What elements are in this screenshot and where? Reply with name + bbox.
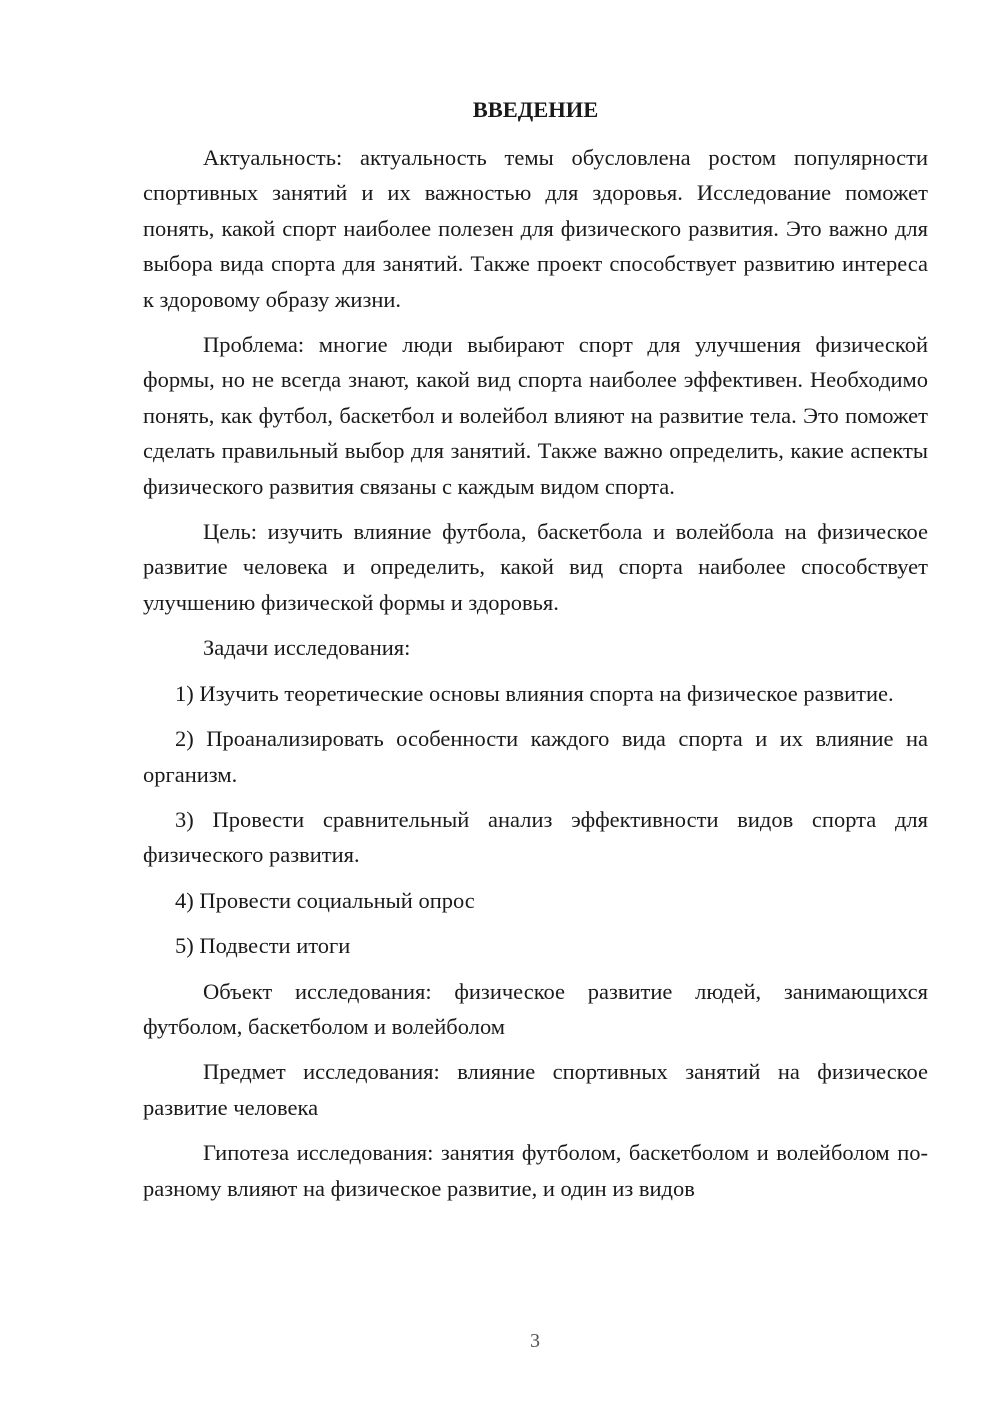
task-item-4: 4) Провести социальный опрос [175,887,475,913]
paragraph-tasks-heading: Задачи исследования: [203,635,411,661]
task-item-5: 5) Подвести итоги [175,933,351,959]
paragraph-subject: Предмет исследования: влияние спортивных занятий на физическое развитие человека [143,1059,928,1120]
task-item-1: 1) Изучить теоретические основы влияния спорта на физическое развитие. [175,680,894,706]
paragraph-hypothesis: Гипотеза исследования: занятия футболом, баскетболом и волейболом по-разному влияют на физическое развитие, и один из видов [143,1140,928,1201]
paragraph-relevance: Актуальность: актуальность темы обусловлена ростом популярности спортивных занятий и их важностью для здоровья. Исследование поможет понять, какой спорт наиболее полезен для физического развития. Это важно для выбора вида спорта для занятий. Также проект способствует развитию интереса к здоровому образу жизни. [143,145,928,312]
page-number: 3 [530,1330,540,1352]
paragraph-problem: Проблема: многие люди выбирают спорт для улучшения физической формы, но не всегда знают, какой вид спорта наиболее эффективен. Необходимо понять, как футбол, баскетбол и волейбол влияют на развитие тела. Это поможет сделать правильный выбор для занятий. Также важно определить, какие аспекты физического развития связаны с каждым видом спорта. [143,332,928,499]
section-title: ВВЕДЕНИЕ [472,97,599,122]
paragraph-goal: Цель: изучить влияние футбола, баскетбола и волейбола на физическое развитие человека и определить, какой вид спорта наиболее способствует улучшению физической формы и здоровья. [143,519,928,615]
task-item-3: 3) Провести сравнительный анализ эффективности видов спорта для физического развития. [143,806,928,868]
document-page [143,90,928,1216]
paragraph-object: Объект исследования: физическое развитие людей, занимающихся футболом, баскетболом и волейболом [143,978,928,1039]
task-item-2: 2) Проанализировать особенности каждого вида спорта и их влияние на организм. [143,726,928,787]
